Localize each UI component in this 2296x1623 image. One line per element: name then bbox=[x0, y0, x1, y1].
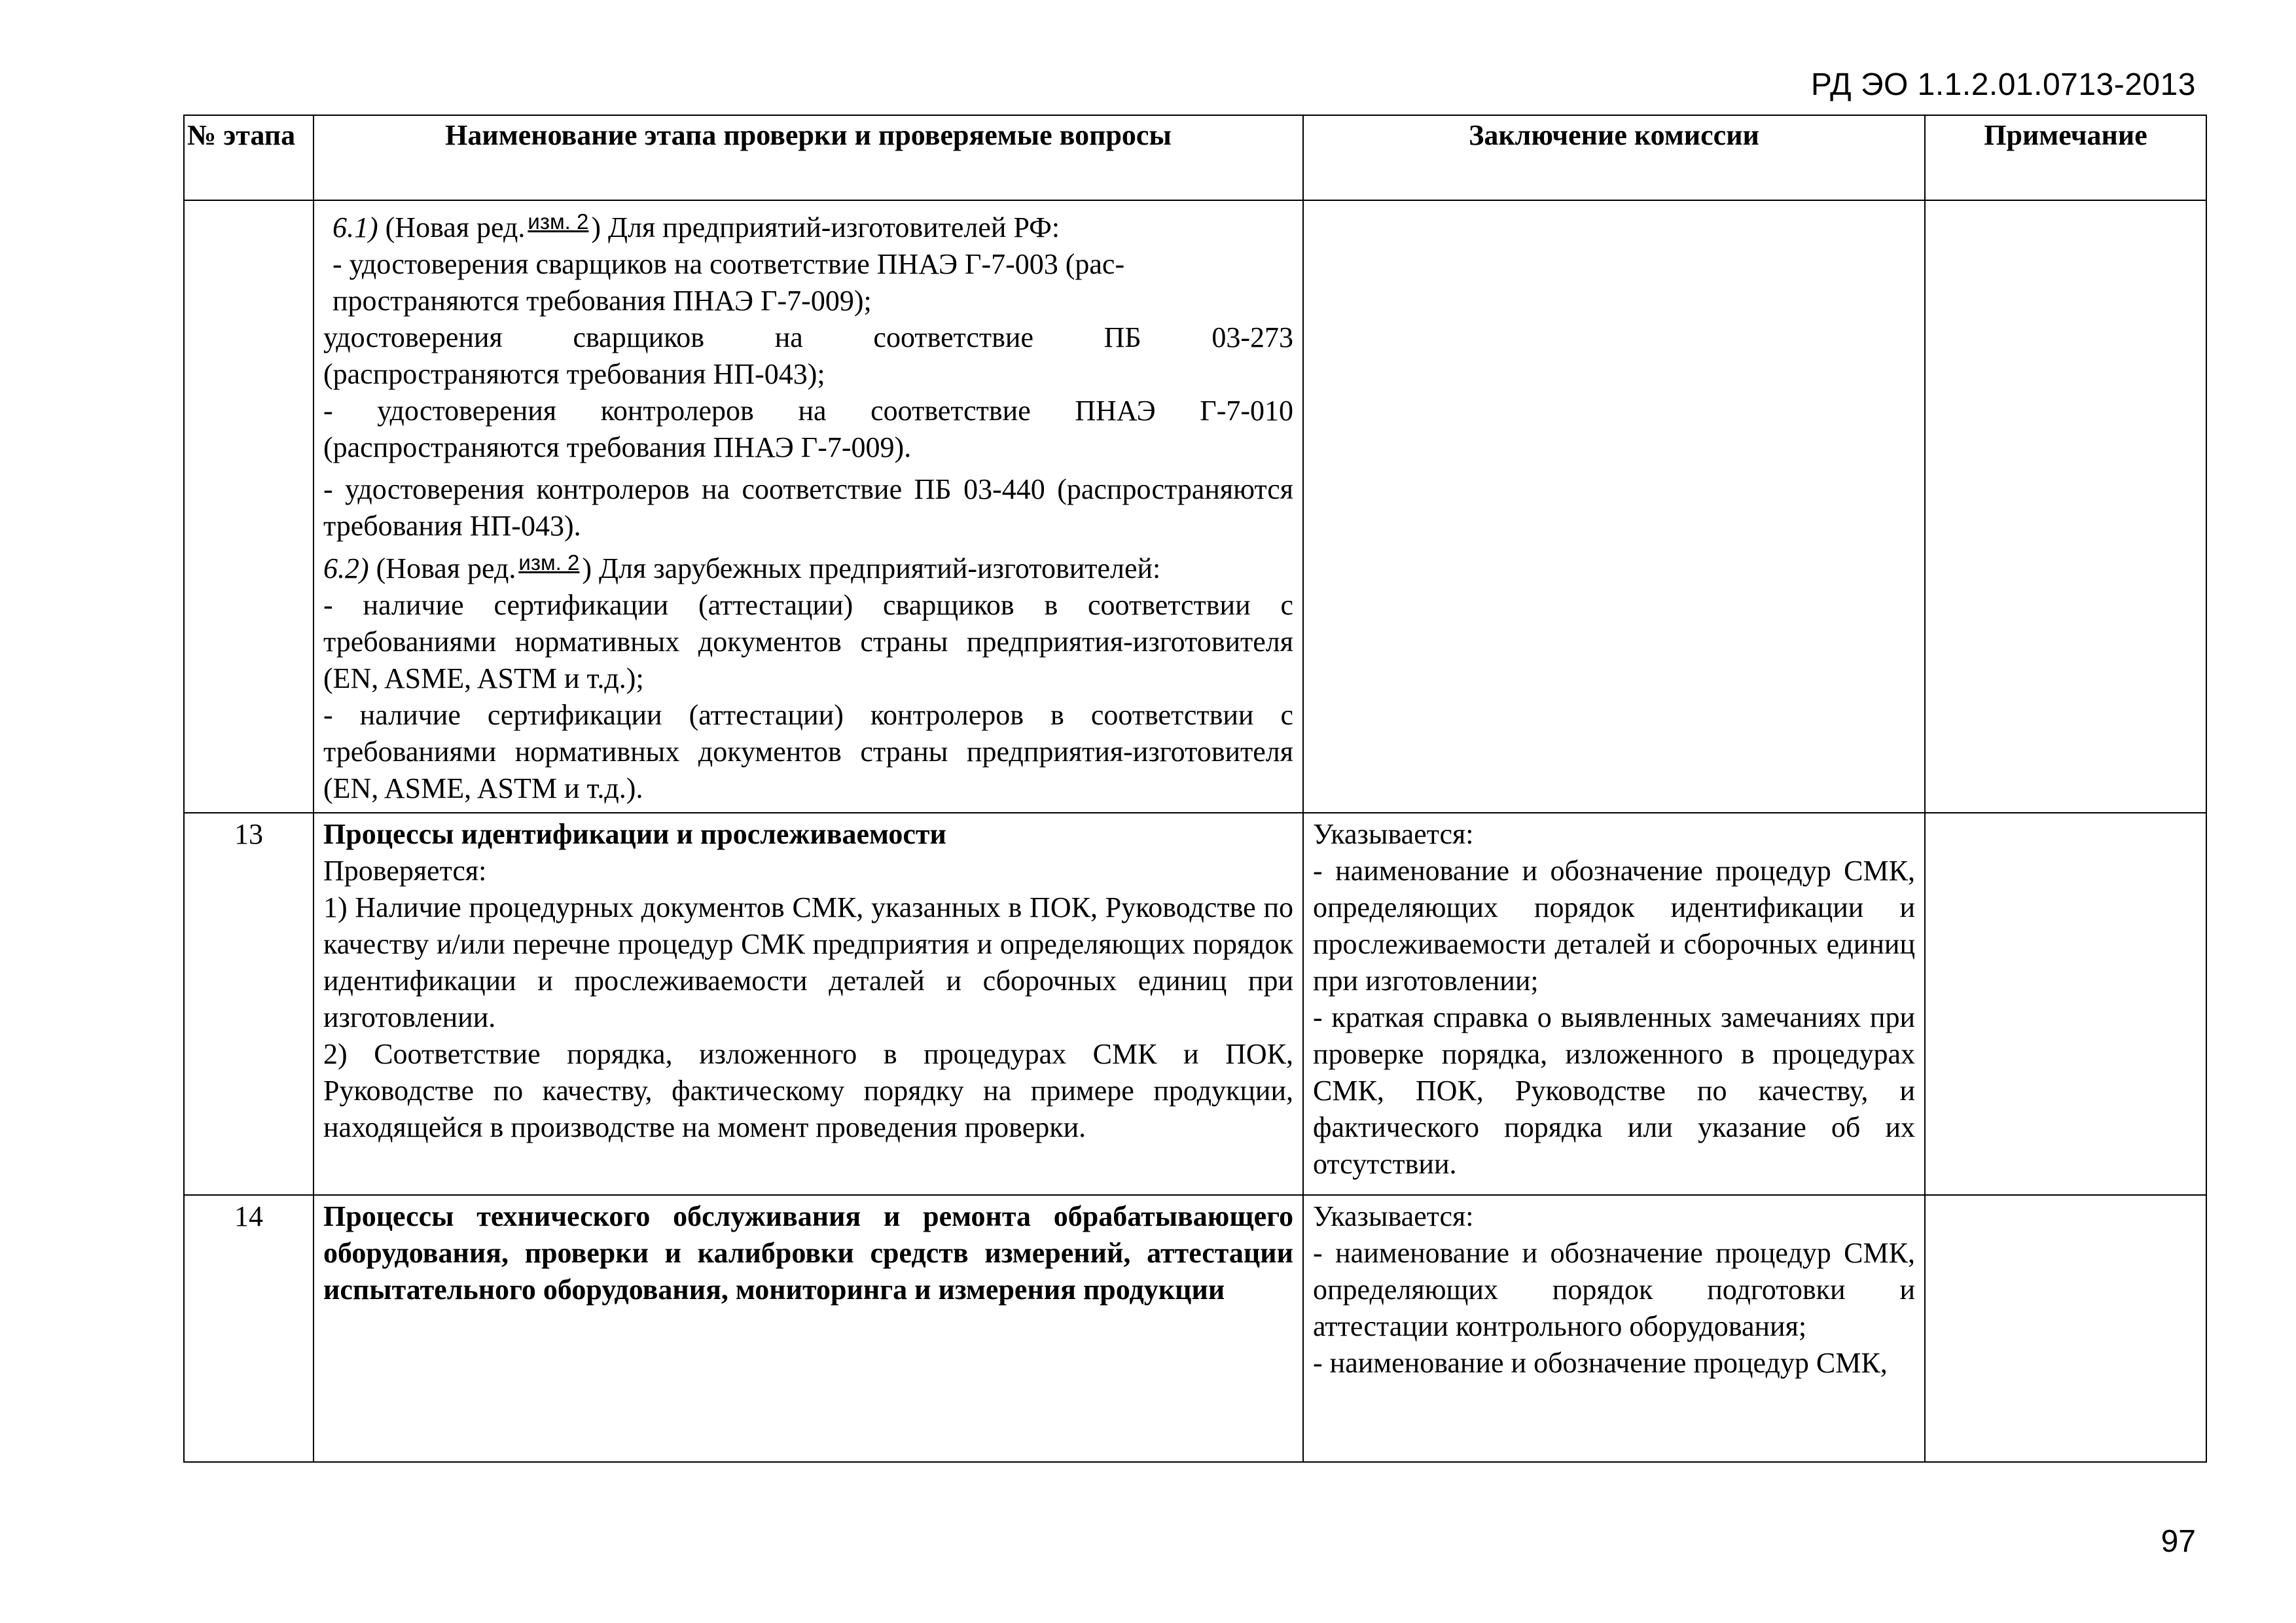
conclusion-cell bbox=[1303, 813, 1925, 1195]
clause-6-2-heading: 6.2) (Новая ред. $^{изм. 2}$) Для зарубежных предприятий-изготовителей: bbox=[323, 550, 1161, 584]
table-row-continuation bbox=[184, 200, 2206, 813]
conclusion-cell bbox=[1303, 200, 1925, 813]
table-row-14 bbox=[184, 1195, 2206, 1462]
stage-title: Процессы идентификации и прослеживаемости bbox=[323, 818, 946, 850]
conclusion-item-2: - краткая справка о выявленных замечаниях при проверке порядка, изложенного в процедурах СМК, ПОК, Руководстве по качеству, и фактического порядка или указание об их отсутствии. bbox=[1313, 1001, 1915, 1180]
checked-label: Проверяется: bbox=[323, 855, 487, 887]
inspection-table bbox=[183, 115, 2207, 1463]
stage-content-cell bbox=[314, 1195, 1303, 1462]
amendment-mark: изм. 2 bbox=[518, 550, 580, 575]
column-header-stage-name: Наименование этапа проверки и проверяемые вопросы bbox=[314, 115, 1303, 200]
column-header-stage-number: № этапа bbox=[184, 115, 314, 200]
stage-content-cell bbox=[314, 813, 1303, 1195]
inspectors-pb-paragraph: - удостоверения контролеров на соответствие ПБ 03-440 (распространяются требования НП-043). bbox=[323, 473, 1293, 542]
stage-number-cell: 13 bbox=[184, 813, 314, 1195]
table-header-row bbox=[184, 115, 2206, 200]
conclusion-label: Указывается: bbox=[1313, 818, 1474, 850]
welders-certificates-line: - удостоверения сварщиков на соответствие ПНАЭ Г-7-003 (рас- bbox=[332, 248, 1125, 280]
column-header-note: Примечание bbox=[1925, 115, 2206, 200]
welders-certificates-line-cont: пространяются требования ПНАЭ Г-7-009); bbox=[332, 285, 872, 317]
document-code: РД ЭО 1.1.2.01.0713-2013 bbox=[1810, 67, 2196, 102]
checked-item-2: 2) Соответствие порядка, изложенного в процедурах СМК и ПОК, Руководстве по качеству, фактическому порядку на примере продукции, находящейся в производстве на момент проведения проверки. bbox=[323, 1038, 1293, 1143]
amendment-mark: изм. 2 bbox=[528, 209, 589, 234]
page-number: 97 bbox=[2161, 1524, 2196, 1559]
stage-number-cell bbox=[184, 200, 314, 813]
welders-pb-line: удостоверения сварщиков на соответствие ПБ 03-273 bbox=[323, 321, 1293, 353]
note-cell bbox=[1925, 200, 2206, 813]
note-cell bbox=[1925, 813, 2206, 1195]
welders-certification-paragraph: - наличие сертификации (аттестации) сварщиков в соответствии с требованиями нормативных документов страны предприятия-изготовителя (EN, ASME, ASTM и т.д.); bbox=[323, 589, 1293, 694]
clause-6-1-heading: 6.1) (Новая ред. $^{изм. 2}$) Для предприятий-изготовителей РФ: bbox=[332, 209, 1060, 243]
stage-content-cell bbox=[314, 200, 1303, 813]
conclusion-label: Указывается: bbox=[1313, 1200, 1474, 1232]
stage-number-cell: 14 bbox=[184, 1195, 314, 1462]
conclusion-item-1: - наименование и обозначение процедур СМК, определяющих порядок подготовки и аттестации контрольного оборудования; bbox=[1313, 1237, 1915, 1342]
conclusion-cell bbox=[1303, 1195, 1925, 1462]
checked-item-1: 1) Наличие процедурных документов СМК, указанных в ПОК, Руководстве по качеству и/или перечне процедур СМК предприятия и определяющих порядок идентификации и прослеживаемости деталей и сборочных единиц при изготовлении. bbox=[323, 891, 1293, 1033]
inspectors-certification-paragraph: - наличие сертификации (аттестации) контролеров в соответствии с требованиями нормативных документов страны предприятия-изготовителя (EN, ASME, ASTM и т.д.). bbox=[323, 699, 1293, 804]
stage-title: Процессы технического обслуживания и ремонта обрабатывающего оборудования, проверки и калибровки средств измерений, аттестации испытательного оборудования, мониторинга и измерения продукции bbox=[323, 1200, 1293, 1306]
table-row-13 bbox=[184, 813, 2206, 1195]
welders-pb-line-cont: (распространяются требования НП-043); bbox=[323, 358, 825, 390]
column-header-conclusion: Заключение комиссии bbox=[1303, 115, 1925, 200]
conclusion-item-2: - наименование и обозначение процедур СМК, bbox=[1313, 1347, 1888, 1379]
inspectors-pnae-paragraph: - удостоверения контролеров на соответствие ПНАЭ Г-7-010 (распространяются требования ПНАЭ Г-7-009). bbox=[323, 395, 1293, 463]
conclusion-item-1: - наименование и обозначение процедур СМК, определяющих порядок идентификации и прослеживаемости деталей и сборочных единиц при изготовлении; bbox=[1313, 855, 1915, 997]
note-cell bbox=[1925, 1195, 2206, 1462]
